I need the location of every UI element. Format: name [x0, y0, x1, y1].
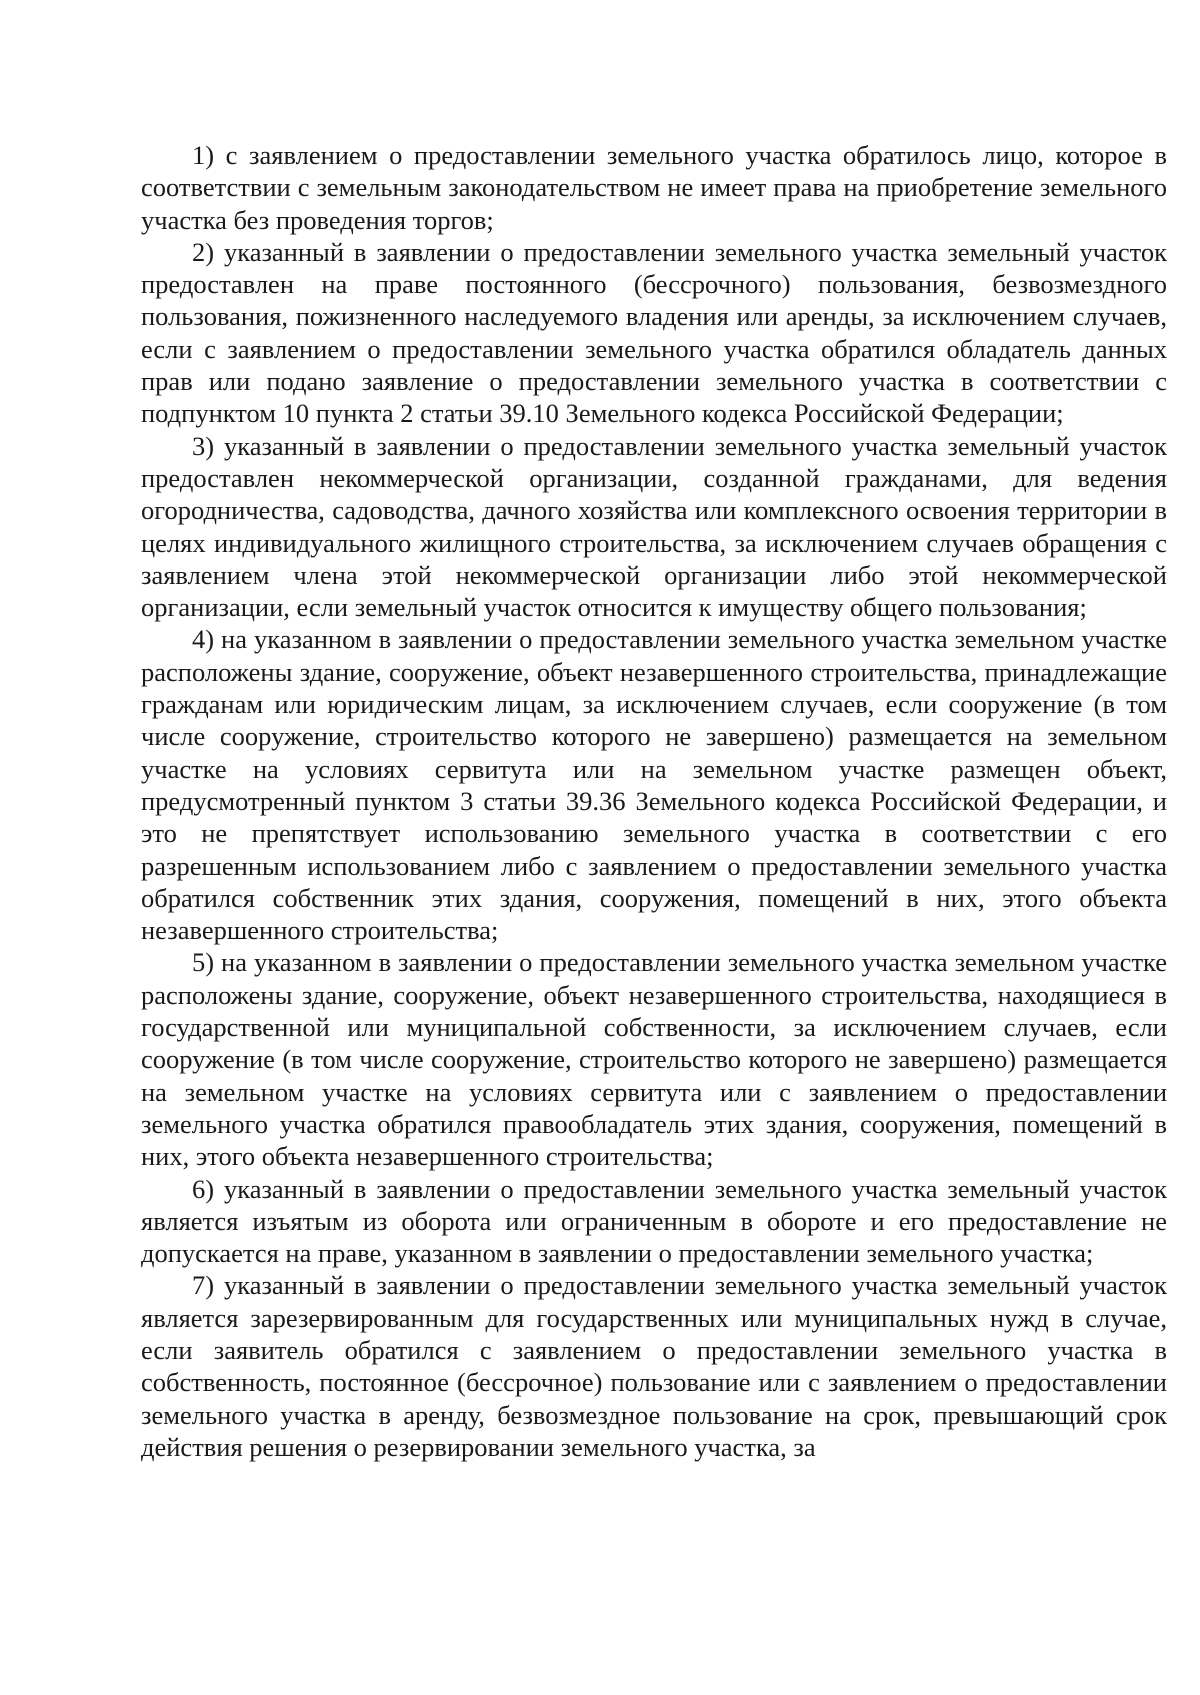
paragraph-1: 1) с заявлением о предоставлении земельного участка обратилось лицо, которое в соответствии с земельным законодательством не имеет права на приобретение земельного участка без проведения торгов;: [141, 140, 1167, 235]
paragraph-2: 2) указанный в заявлении о предоставлении земельного участка земельный участок предоставлен на праве постоянного (бессрочного) пользования, безвозмездного пользования, пожизненного наследуемого владения или аренды, за исключением случаев, если с заявлением о предоставлении земельного участка обратился обладатель данных прав или подано заявление о предоставлении земельного участка в соответствии с подпунктом 10 пункта 2 статьи 39.10 Земельного кодекса Российской Федерации;: [141, 236, 1167, 429]
paragraph-7: 7) указанный в заявлении о предоставлении земельного участка земельный участок является зарезервированным для государственных или муниципальных нужд в случае, если заявитель обратился с заявлением о предоставлении земельного участка в собственность, постоянное (бессрочное) пользование или с заявлением о предоставлении земельного участка в аренду, безвозмездное пользование на срок, превышающий срок действия решения о резервировании земельного участка, за: [141, 1270, 1167, 1462]
paragraph-6: 6) указанный в заявлении о предоставлении земельного участка земельный участок является изъятым из оборота или ограниченным в обороте и его предоставление не допускается на праве, указанном в заявлении о предоставлении земельного участка;: [141, 1173, 1167, 1269]
document-body: [141, 139, 1167, 1463]
paragraph-4: 4) на указанном в заявлении о предоставлении земельного участка земельном участке расположены здание, сооружение, объект незавершенного строительства, принадлежащие гражданам или юридическим лицам, за исключением случаев, если сооружение (в том числе сооружение, строительство которого не завершено) размещается на земельном участке на условиях сервитута или на земельном участке размещен объект, предусмотренный пунктом 3 статьи 39.36 Земельного кодекса Российской Федерации, и это не препятствует использованию земельного участка в соответствии с его разрешенным использованием либо с заявлением о предоставлении земельного участка обратился собственник этих здания, сооружения, помещений в них, этого объекта незавершенного строительства;: [141, 624, 1167, 946]
paragraph-5: 5) на указанном в заявлении о предоставлении земельного участка земельном участке расположены здание, сооружение, объект незавершенного строительства, находящиеся в государственной или муниципальной собственности, за исключением случаев, если сооружение (в том числе сооружение, строительство которого не завершено) размещается на земельном участке на условиях сервитута или с заявлением о предоставлении земельного участка обратился правообладатель этих здания, сооружения, помещений в них, этого объекта незавершенного строительства;: [141, 947, 1167, 1172]
paragraph-3: 3) указанный в заявлении о предоставлении земельного участка земельный участок предоставлен некоммерческой организации, созданной гражданами, для ведения огородничества, садоводства, дачного хозяйства или комплексного освоения территории в целях индивидуального жилищного строительства, за исключением случаев обращения с заявлением члена этой некоммерческой организации либо этой некоммерческой организации, если земельный участок относится к имуществу общего пользования;: [141, 430, 1167, 623]
